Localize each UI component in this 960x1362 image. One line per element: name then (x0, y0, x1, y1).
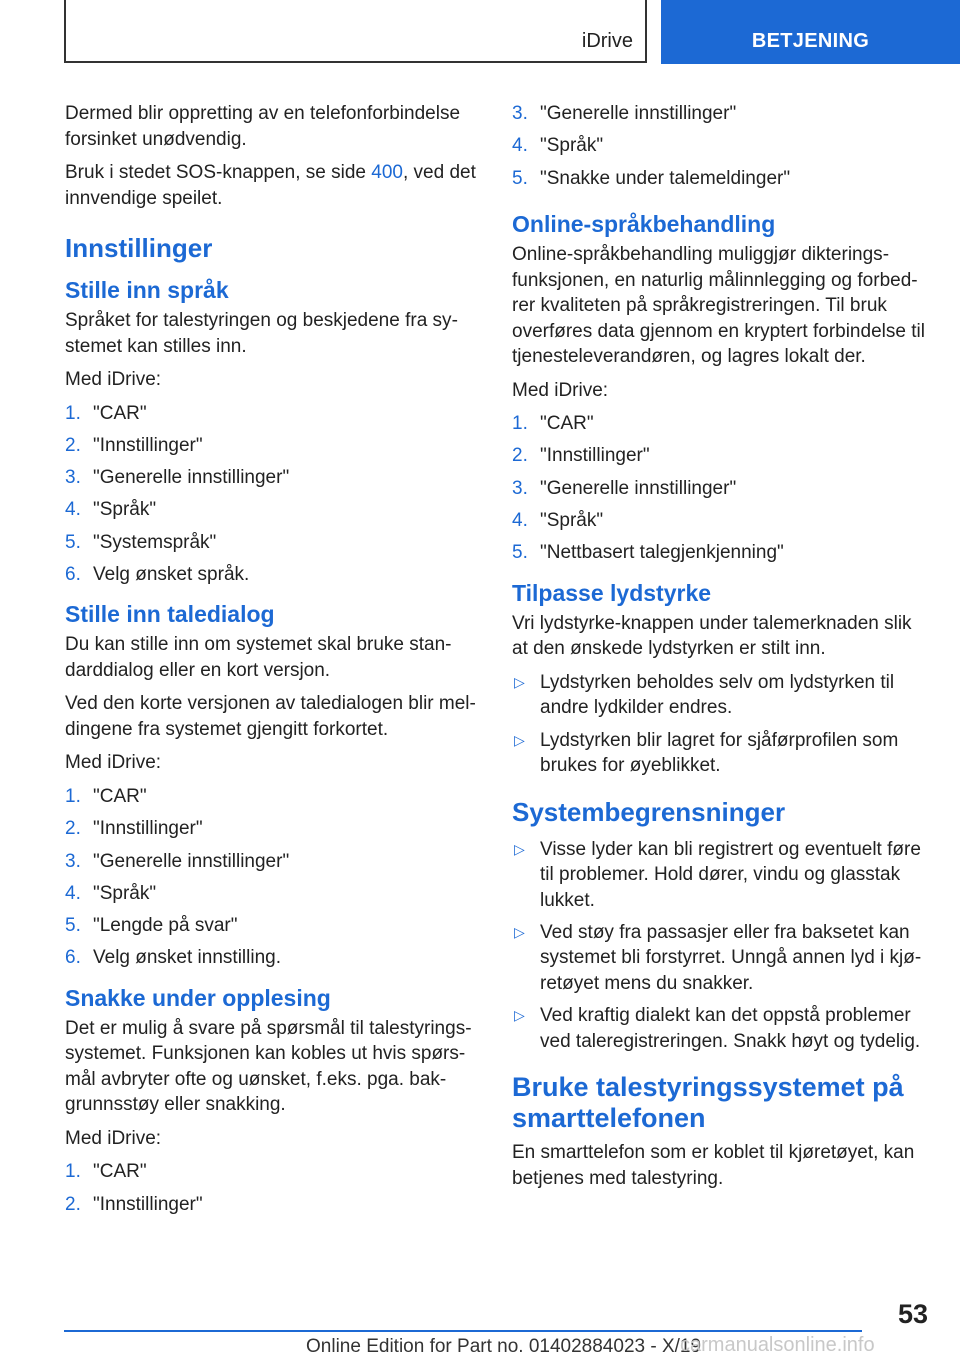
step-number: 3. (65, 850, 81, 872)
step-text: "CAR" (93, 785, 147, 807)
step-number: 2. (65, 1193, 81, 1215)
step-number: 1. (512, 413, 528, 435)
step-text: "Innstillinger" (93, 434, 203, 456)
step-number: 5. (512, 542, 528, 564)
intro-paragraph-2 (65, 160, 477, 211)
page-number: 53 (897, 1299, 928, 1329)
step-number: 5. (512, 167, 528, 189)
step-number: 4. (65, 882, 81, 904)
chapter-box (64, 0, 647, 63)
step-text: "Lengde på svar" (93, 915, 238, 937)
list-item (512, 133, 930, 159)
list-item (65, 784, 477, 810)
list-item (65, 497, 477, 523)
step-number: 5. (65, 531, 81, 553)
triangle-bullet-icon: ▷ (514, 673, 525, 690)
bullet-text: Visse lyder kan bli registrert og eventuelt føre til problemer. Hold dører, vindu og glasstak lukket. (540, 838, 921, 911)
step-number: 1. (65, 402, 81, 424)
intro-paragraph-1: Dermed blir oppretting av en telefonforbindelse forsinket unødvendig. (65, 103, 461, 150)
heading-online-sprakbehandling: Online-språkbehandling (512, 211, 776, 238)
lydstyrke-bullets (512, 670, 930, 779)
page-header (0, 0, 960, 66)
bullet-text: Lydstyrken beholdes selv om lydstyrken til andre lydkilder endres. (540, 671, 895, 719)
taledialog-med-idrive: Med iDrive: (65, 752, 162, 774)
list-item (512, 920, 930, 997)
list-item (65, 465, 477, 491)
step-text: "Innstillinger" (93, 1193, 203, 1215)
taledialog-steps (65, 784, 477, 971)
step-text: "Generelle innstillinger" (540, 477, 737, 499)
sprak-steps (65, 401, 477, 588)
step-number: 4. (65, 499, 81, 521)
heading-stille-inn-taledialog: Stille inn taledialog (65, 601, 275, 628)
step-number: 6. (65, 947, 81, 969)
step-number: 1. (65, 785, 81, 807)
section-title: BETJENING (751, 30, 870, 52)
sprak-med-idrive: Med iDrive: (65, 369, 162, 390)
step-text: "CAR" (93, 402, 147, 424)
taledialog-paragraph-1: Du kan stille inn om systemet skal bruke standarddialog eller en kort versjon. (65, 634, 452, 681)
step-number: 1. (65, 1161, 81, 1183)
triangle-bullet-icon: ▷ (514, 1007, 525, 1024)
list-item (65, 401, 477, 427)
step-text: "Snakke under talemeldinger" (540, 167, 791, 189)
list-item (65, 816, 477, 842)
heading-snakke-under-opplesing: Snakke under opplesing (65, 984, 331, 1011)
heading-stille-inn-sprak: Stille inn språk (65, 277, 229, 303)
heading-tilpasse-lydstyrke: Tilpasse lydstyrke (512, 579, 712, 606)
page-reference-link[interactable]: 400 (371, 162, 403, 183)
list-item (512, 411, 930, 437)
triangle-bullet-icon: ▷ (514, 840, 525, 857)
step-number: 2. (65, 434, 81, 456)
step-text: "Systemspråk" (93, 531, 217, 553)
list-item (65, 913, 477, 939)
edition-text: Online Edition for Part no. 01402884023 - X/19 (306, 1336, 702, 1357)
list-item (512, 670, 930, 721)
list-item (512, 443, 930, 469)
step-text: "Nettbasert talegjenkjenning" (540, 542, 784, 564)
step-text: Velg ønsket innstilling. (93, 947, 281, 969)
taledialog-paragraph-2: Ved den korte versjonen av taledialogen blir meldingene fra systemet gjengitt forkortet. (65, 693, 476, 740)
step-text: "Generelle innstillinger" (540, 103, 737, 124)
heading-smarttelefon: Bruke talestyringssystemet på smarttelefonen (512, 1072, 904, 1134)
step-text: "Innstillinger" (93, 818, 203, 840)
step-text: "Språk" (93, 882, 157, 904)
section-tab (661, 0, 960, 64)
right-column (512, 101, 930, 1199)
step-text: "Språk" (540, 509, 604, 531)
chapter-title: iDrive (581, 30, 633, 52)
list-item (512, 508, 930, 534)
step-number: 3. (512, 477, 528, 499)
heading-innstillinger: Innstillinger (65, 233, 213, 263)
step-text: "CAR" (540, 413, 594, 435)
step-number: 2. (512, 445, 528, 467)
step-text: "Språk" (540, 135, 604, 157)
online-med-idrive: Med iDrive: (512, 379, 609, 401)
list-item (65, 1159, 477, 1185)
list-item (512, 166, 930, 192)
list-item (65, 849, 477, 875)
list-item (512, 540, 930, 566)
list-item (65, 530, 477, 556)
opplesing-steps-continued (512, 101, 930, 191)
intro-text-a: Bruk i stedet SOS-knappen, se side (65, 162, 372, 183)
online-steps (512, 411, 930, 566)
list-item (65, 945, 477, 971)
step-number: 4. (512, 135, 528, 157)
step-number: 5. (65, 915, 81, 937)
list-item (512, 728, 930, 779)
watermark: carmanualsonline.info (680, 1334, 875, 1356)
opplesing-paragraph: Det er mulig å svare på spørsmål til talestyringssystemet. Funksjonen kan kobles ut hvis spørsmål avbryter ofte og uønsket, f.eks. pga. bakgrunnsstøy eller snakking. (65, 1017, 472, 1116)
intro-text-b: , ved det innvendige speilet. (65, 162, 476, 209)
list-item (512, 837, 930, 914)
step-text: "Generelle innstillinger" (93, 850, 290, 872)
bullet-text: Lydstyrken blir lagret for sjåførprofilen som brukes for øyeblikket. (540, 729, 899, 777)
step-text: "Generelle innstillinger" (93, 467, 290, 489)
bullet-text: Ved kraftig dialekt kan det oppstå problemer ved taleregistreringen. Snakk høyt og tydelig. (540, 1005, 921, 1052)
step-number: 2. (65, 818, 81, 840)
opplesing-steps (65, 1159, 477, 1217)
step-text: Velg ønsket språk. (93, 563, 250, 585)
step-text: "Språk" (93, 499, 157, 521)
online-paragraph: Online-språkbehandling muliggjør dikteringsfunksjonen, en naturlig målinnlegging og forbedrer kvaliteten på språkregistreringen. Til bruk overføres data gjennom en kryptert forbindelse til tjenesteleverandøren, og lagres lokalt der. (512, 244, 925, 368)
step-number: 3. (65, 467, 81, 489)
step-number: 4. (512, 509, 528, 531)
begrensninger-bullets (512, 837, 930, 1055)
heading-systembegrensninger: Systembegrensninger (512, 796, 786, 827)
list-item (65, 562, 477, 588)
list-item (512, 101, 930, 127)
opplesing-med-idrive: Med iDrive: (65, 1127, 162, 1149)
step-text: "Innstillinger" (540, 445, 650, 467)
step-number: 3. (512, 103, 528, 124)
smarttelefon-paragraph: En smarttelefon som er koblet til kjøretøyet, kan betjenes med talestyring. (512, 1142, 915, 1189)
triangle-bullet-icon: ▷ (514, 923, 525, 940)
left-column (65, 101, 477, 1225)
triangle-bullet-icon: ▷ (514, 731, 525, 748)
list-item (512, 476, 930, 502)
lydstyrke-paragraph: Vri lydstyrke-knappen under talemerknaden slik at den ønskede lydstyrken er stilt inn. (512, 612, 912, 660)
footer-divider (64, 1330, 862, 1332)
step-text: "CAR" (93, 1161, 147, 1183)
list-item (65, 881, 477, 907)
step-number: 6. (65, 563, 81, 585)
list-item (65, 1192, 477, 1218)
list-item (65, 433, 477, 459)
bullet-text: Ved støy fra passasjer eller fra baksetet kan systemet bli forstyrret. Unngå annen lyd i kjøretøyet mens du snakker. (540, 921, 922, 994)
sprak-paragraph: Språket for talestyringen og beskjedene fra systemet kan stilles inn. (65, 310, 458, 357)
list-item (512, 1003, 930, 1054)
